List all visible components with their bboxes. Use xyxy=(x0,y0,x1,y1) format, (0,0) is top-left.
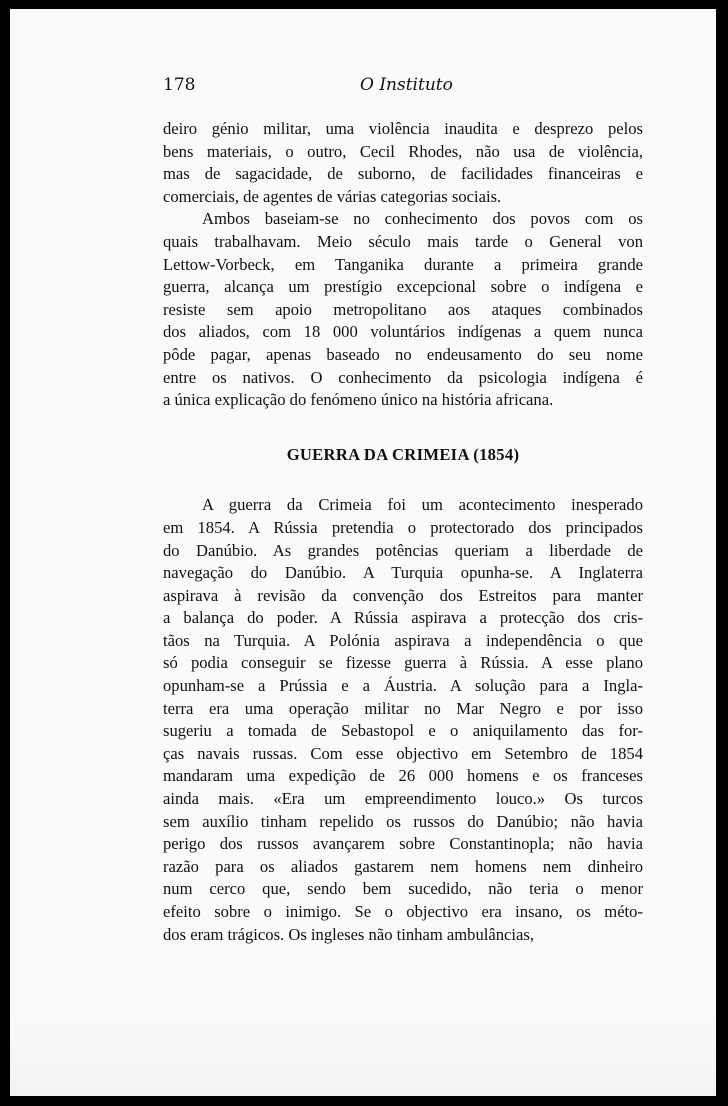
text-line: dos eram trágicos. Os ingleses não tinham ambulâncias, xyxy=(163,924,534,944)
text-line: A guerra da Crimeia foi um acontecimento inesperado xyxy=(202,495,643,515)
text-line: num cerco que, sendo bem sucedido, não teria o menor xyxy=(163,879,643,899)
page-header xyxy=(163,75,653,105)
text-line: comerciais, de agentes de várias categorias sociais. xyxy=(163,186,502,206)
text-line: a balança do poder. A Rússia aspirava a protecção dos cris- xyxy=(163,608,643,628)
paragraph xyxy=(163,118,643,208)
text-line: aspirava à revisão da convenção dos Estreitos para manter xyxy=(163,585,643,605)
section-heading: GUERRA DA CRIMEIA (1854) xyxy=(286,444,520,464)
text-line: terra era uma operação militar no Mar Negro e por isso xyxy=(163,698,643,718)
text-line: entre os nativos. O conhecimento da psicologia indígena é xyxy=(163,367,643,387)
text-line: a única explicação do fenómeno único na história africana. xyxy=(163,390,554,410)
text-line: Ambos baseiam-se no conhecimento dos povos com os xyxy=(202,209,643,229)
text-line: só podia conseguir se fizesse guerra à Rússia. A esse plano xyxy=(163,653,643,673)
text-line: mas de sagacidade, de suborno, de facilidades financeiras e xyxy=(163,164,643,184)
body-text xyxy=(163,118,643,946)
text-line: do Danúbio. As grandes potências queriam a liberdade de xyxy=(163,540,643,560)
book-page xyxy=(10,9,716,1096)
text-line: ainda mais. «Era um empreendimento louco.» Os turcos xyxy=(163,789,643,809)
page-shadow xyxy=(10,1006,716,1096)
text-line: bens materiais, o outro, Cecil Rhodes, não usa de violência, xyxy=(163,141,643,161)
text-line: navegação do Danúbio. A Turquia opunha-se. A Inglaterra xyxy=(163,563,643,583)
text-line: deiro génio militar, uma violência inaudita e desprezo pelos xyxy=(163,119,643,138)
text-line: quais trabalhavam. Meio século mais tarde o General von xyxy=(163,231,643,251)
text-line: sugeriu a tomada de Sebastopol e o aniquilamento das for- xyxy=(163,721,643,741)
text-line: pôde pagar, apenas baseado no endeusamento do seu nome xyxy=(163,344,643,364)
text-line: ças navais russas. Com esse objectivo em Setembro de 1854 xyxy=(163,743,643,763)
text-line: Lettow-Vorbeck, em Tanganika durante a primeira grande xyxy=(163,254,643,274)
text-line: guerra, alcança um prestígio excepcional sobre o indígena e xyxy=(163,277,643,297)
section-paragraph xyxy=(163,494,643,946)
paragraph xyxy=(163,208,643,411)
paragraph xyxy=(163,494,643,946)
text-line: efeito sobre o inimigo. Se o objectivo era insano, os méto- xyxy=(163,902,643,921)
running-title: O Instituto xyxy=(360,75,453,95)
text-line: sem auxílio tinham repelido os russos do Danúbio; não havia xyxy=(163,811,643,831)
text-line: resiste sem apoio metropolitano aos ataques combinados xyxy=(163,299,643,319)
text-line: razão para os aliados gastarem nem homens nem dinheiro xyxy=(163,856,643,876)
text-line: perigo dos russos avançarem sobre Constantinopla; não havia xyxy=(163,834,643,854)
paragraphs xyxy=(163,118,643,412)
text-line: mandaram uma expedição de 26 000 homens e os franceses xyxy=(163,766,643,786)
page-number: 178 xyxy=(163,75,196,95)
text-line: opunham-se a Prússia e a Áustria. A solução para a Ingla- xyxy=(163,676,643,696)
text-line: em 1854. A Rússia pretendia o protectorado dos principados xyxy=(163,517,643,537)
text-line: tãos na Turquia. A Polónia aspirava a independência o que xyxy=(163,630,643,650)
text-line: dos aliados, com 18 000 voluntários indígenas a quem nunca xyxy=(163,322,643,342)
